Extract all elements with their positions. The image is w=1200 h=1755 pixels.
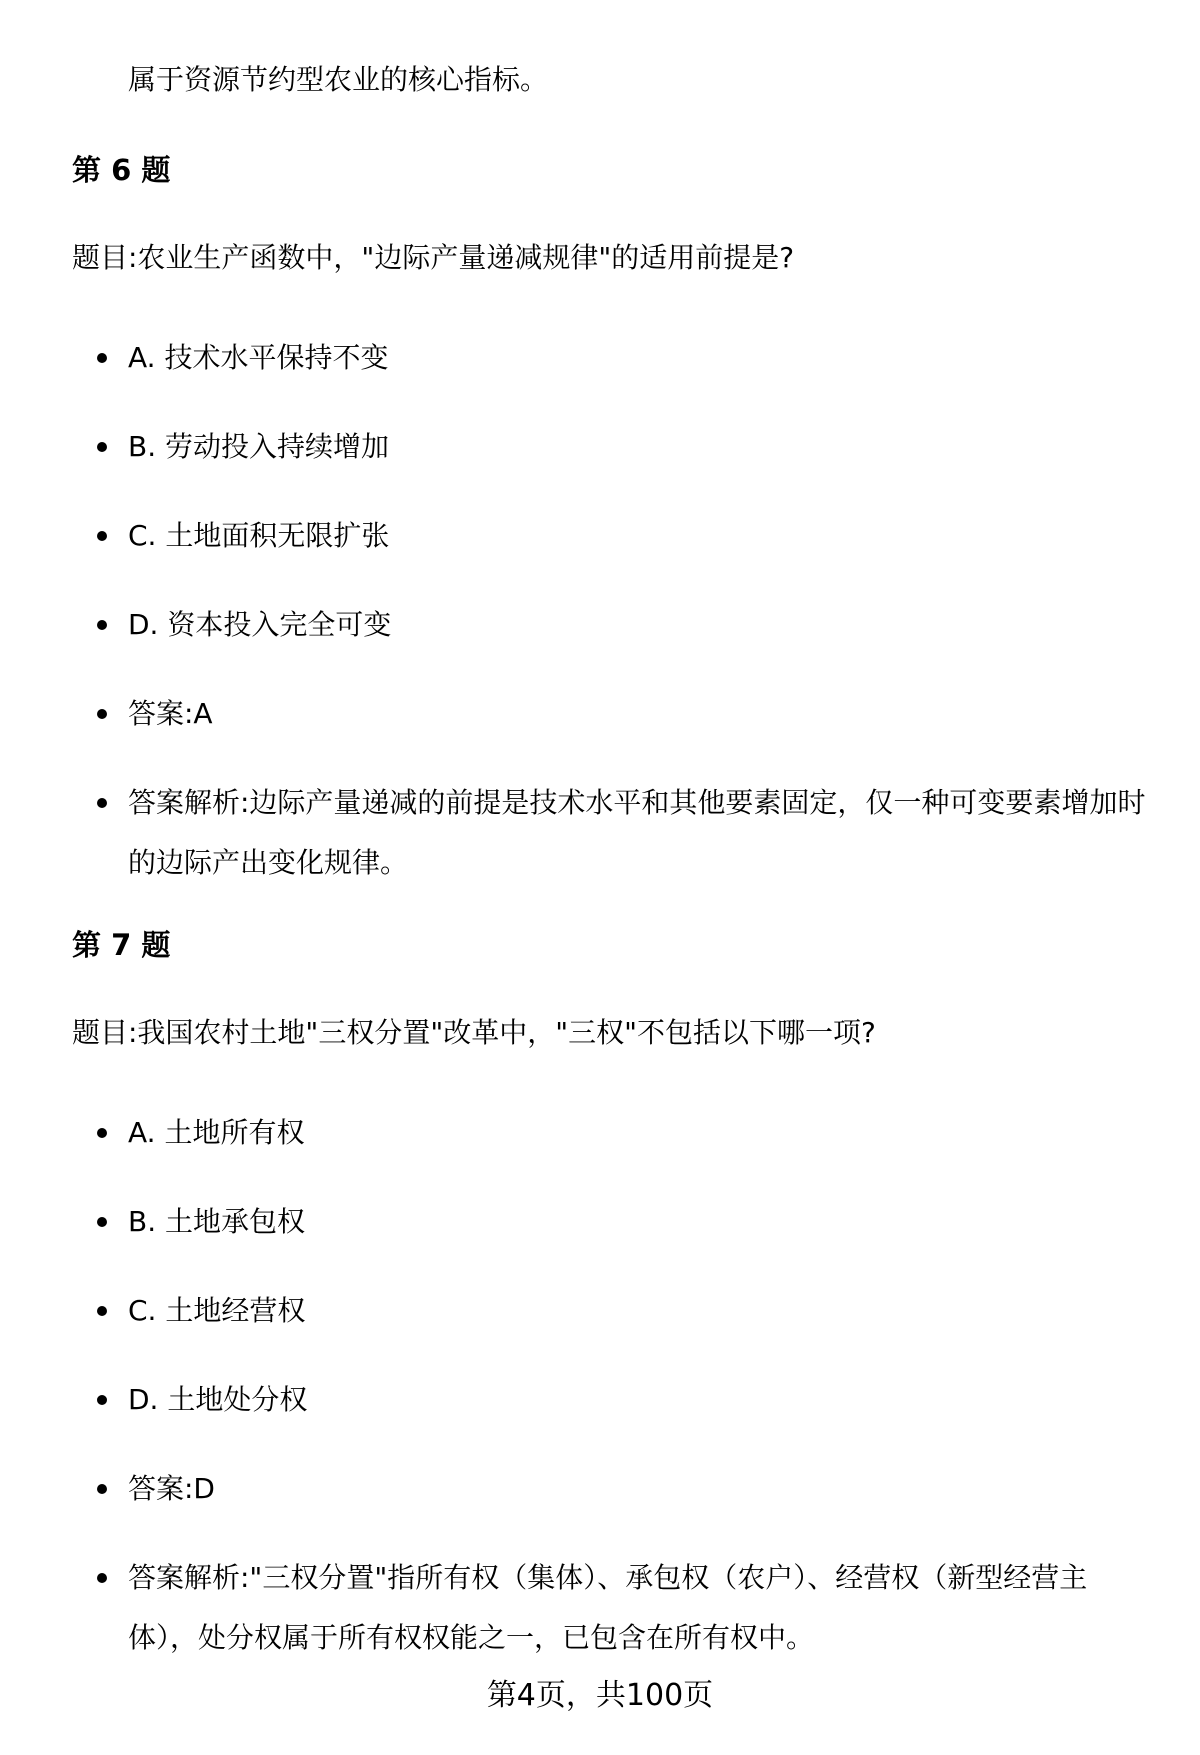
page-number-footer: 第4页，共100页	[486, 1678, 714, 1713]
question-prompt: 题目:我国农村土地"三权分置"改革中，"三权"不包括以下哪一项?	[72, 1016, 876, 1049]
bullet-icon	[97, 1395, 107, 1405]
list-item	[0, 506, 1200, 566]
list-item	[0, 1370, 1200, 1430]
list-item	[0, 1281, 1200, 1341]
bullet-icon	[97, 531, 107, 541]
question-heading: 第 6 题	[72, 153, 171, 187]
option-c-text: C. 土地经营权	[128, 1294, 306, 1327]
option-d-text: D. 资本投入完全可变	[128, 608, 392, 641]
list-item	[0, 595, 1200, 655]
question-prompt: 题目:农业生产函数中，"边际产量递减规律"的适用前提是?	[72, 241, 795, 274]
list-item	[0, 1192, 1200, 1252]
bullet-icon	[97, 1306, 107, 1316]
continuation-text: 属于资源节约型农业的核心指标。	[128, 63, 549, 96]
answer-explanation-text: 答案解析:"三权分置"指所有权（集体）、承包权（农户）、经营权（新型经营主体），处分权属于所有权权能之一，已包含在所有权中。	[128, 1561, 1088, 1654]
bullet-icon	[97, 620, 107, 630]
bullet-icon	[97, 709, 107, 719]
list-item	[0, 1459, 1200, 1519]
question-heading: 第 7 题	[72, 928, 171, 962]
bullet-icon	[97, 1573, 107, 1583]
question-items-list	[0, 328, 1200, 922]
option-a-text: A. 土地所有权	[128, 1116, 305, 1149]
bullet-icon	[97, 353, 107, 363]
list-item	[0, 1548, 1200, 1668]
question-items-list	[0, 1103, 1200, 1697]
list-item	[0, 328, 1200, 388]
answer-text: 答案:D	[128, 1472, 215, 1505]
option-a-text: A. 技术水平保持不变	[128, 341, 389, 374]
bullet-icon	[97, 798, 107, 808]
bullet-icon	[97, 1128, 107, 1138]
option-b-text: B. 劳动投入持续增加	[128, 430, 390, 463]
bullet-icon	[97, 1217, 107, 1227]
list-item	[0, 684, 1200, 744]
bullet-icon	[97, 1484, 107, 1494]
bullet-icon	[97, 442, 107, 452]
option-c-text: C. 土地面积无限扩张	[128, 519, 390, 552]
answer-explanation-text: 答案解析:边际产量递减的前提是技术水平和其他要素固定，仅一种可变要素增加时的边际产出变化规律。	[128, 786, 1146, 879]
option-d-text: D. 土地处分权	[128, 1383, 308, 1416]
list-item	[0, 417, 1200, 477]
list-item	[0, 773, 1200, 893]
answer-text: 答案:A	[128, 697, 213, 730]
option-b-text: B. 土地承包权	[128, 1205, 306, 1238]
list-item	[0, 1103, 1200, 1163]
